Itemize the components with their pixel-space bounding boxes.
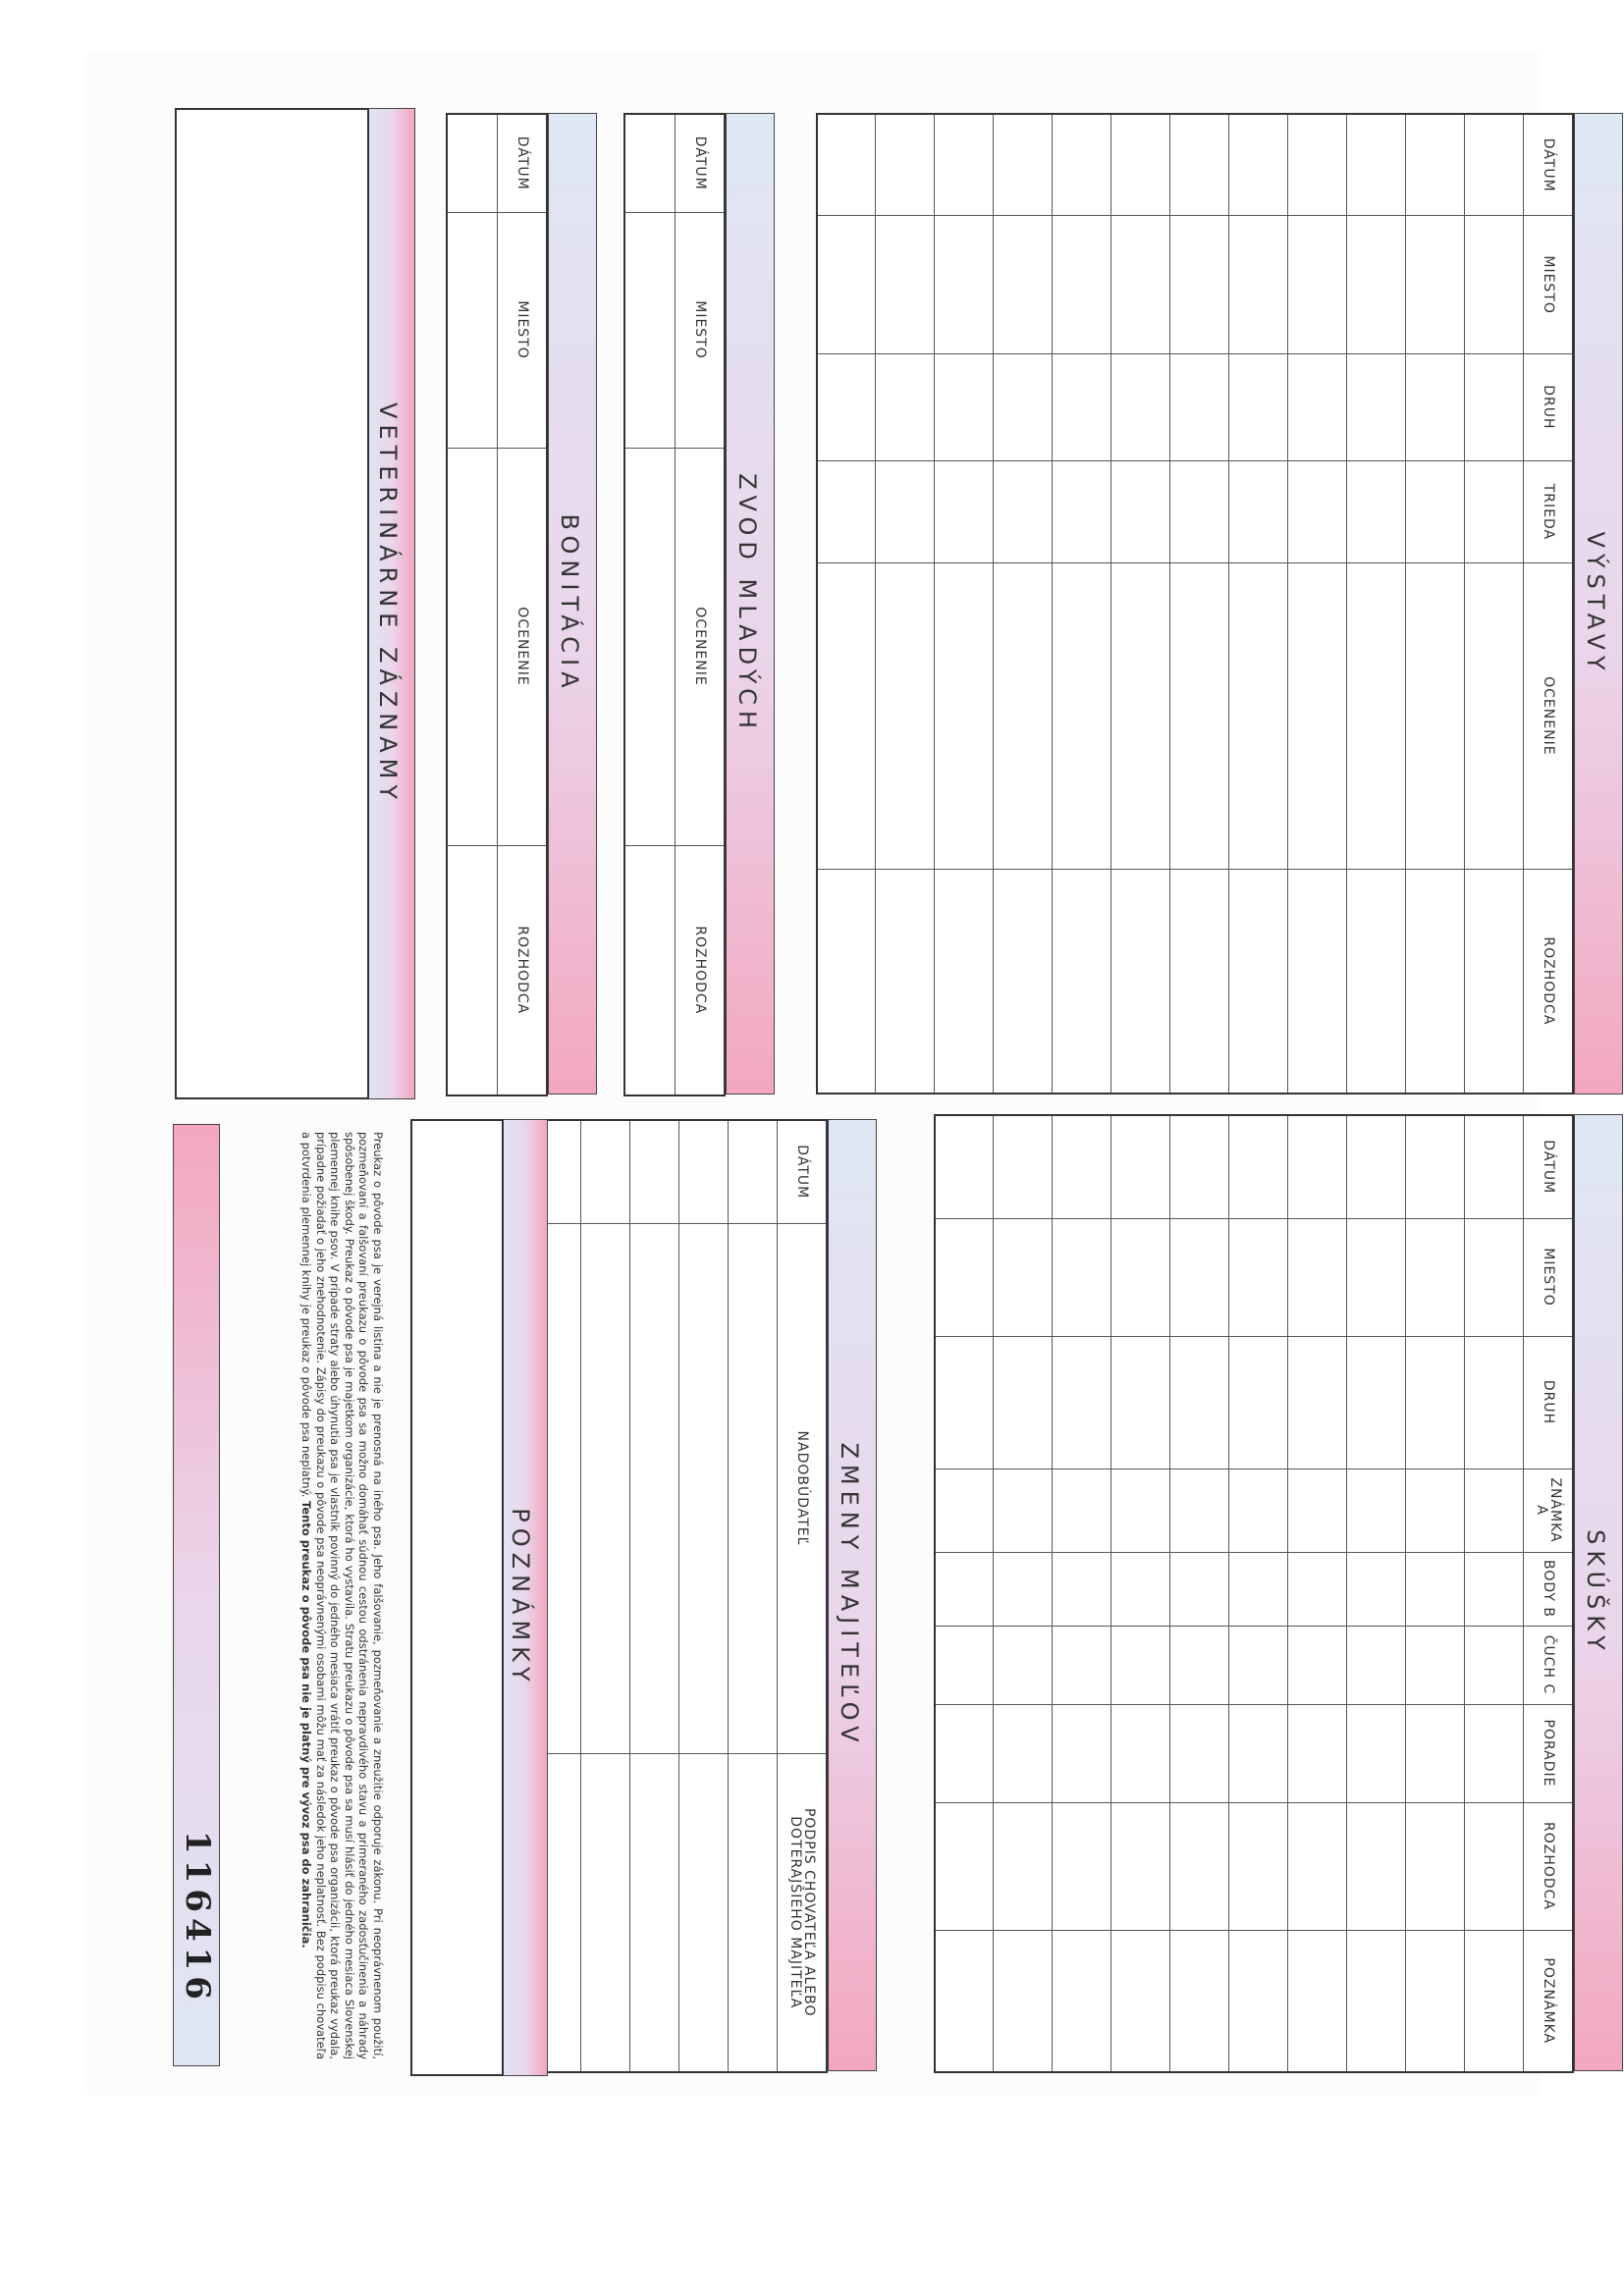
table-cell[interactable] xyxy=(1406,1552,1465,1626)
table-cell[interactable] xyxy=(817,216,876,353)
table-cell[interactable] xyxy=(1111,353,1170,460)
table-row xyxy=(1053,1115,1111,2072)
table-row xyxy=(1229,1115,1288,2072)
table-cell[interactable] xyxy=(1347,1552,1406,1626)
table-row xyxy=(1406,114,1465,1094)
table-cell[interactable] xyxy=(1465,562,1524,869)
table-cell[interactable] xyxy=(1229,1626,1288,1704)
table-cell[interactable] xyxy=(1111,1552,1170,1626)
table-cell[interactable] xyxy=(1111,1802,1170,1930)
column-header: BODY B xyxy=(1524,1552,1573,1626)
table-cell[interactable] xyxy=(935,562,994,869)
table-cell[interactable] xyxy=(630,1223,679,1753)
table-cell[interactable] xyxy=(1406,460,1465,562)
table-cell[interactable] xyxy=(935,1552,994,1626)
table-cell[interactable] xyxy=(1053,869,1111,1094)
table-cell[interactable] xyxy=(447,448,498,845)
table-header-row xyxy=(498,114,547,1095)
table-cell[interactable] xyxy=(1465,1704,1524,1802)
table-cell[interactable] xyxy=(1406,353,1465,460)
table-cell[interactable] xyxy=(817,460,876,562)
column-header: DÁTUM xyxy=(498,114,547,212)
table-cell[interactable] xyxy=(1406,1218,1465,1336)
table-row xyxy=(994,1115,1053,2072)
table-cell[interactable] xyxy=(1111,1336,1170,1468)
table-cell[interactable] xyxy=(679,1120,729,1223)
table-cell[interactable] xyxy=(1229,1218,1288,1336)
column-header: OCENENIE xyxy=(1524,562,1573,869)
skusky-title-band xyxy=(1574,1114,1623,2071)
table-row xyxy=(935,1115,994,2072)
table-cell[interactable] xyxy=(1288,1218,1347,1336)
table-cell[interactable] xyxy=(1053,1336,1111,1468)
table-cell[interactable] xyxy=(1288,1704,1347,1802)
table-cell[interactable] xyxy=(935,1626,994,1704)
table-row xyxy=(1288,114,1347,1094)
column-header: OCENENIE xyxy=(498,448,547,845)
table-cell[interactable] xyxy=(624,212,676,448)
table-cell[interactable] xyxy=(1111,1218,1170,1336)
table-cell[interactable] xyxy=(935,1468,994,1552)
table-cell[interactable] xyxy=(876,869,935,1094)
table-cell[interactable] xyxy=(1170,1115,1229,1218)
table-cell[interactable] xyxy=(1229,1552,1288,1626)
table-header-row xyxy=(676,114,725,1095)
table-cell[interactable] xyxy=(994,353,1053,460)
table-cell[interactable] xyxy=(1288,216,1347,353)
column-header: ROZHODCA xyxy=(676,845,725,1095)
column-header: MIESTO xyxy=(498,212,547,448)
vystavy-section xyxy=(808,113,1623,1095)
table-cell[interactable] xyxy=(1406,1115,1465,1218)
column-header: DRUH xyxy=(1524,1336,1573,1468)
table-cell[interactable] xyxy=(729,1753,778,2072)
table-header-row xyxy=(1524,114,1573,1094)
table-cell[interactable] xyxy=(1406,216,1465,353)
table-cell[interactable] xyxy=(935,1218,994,1336)
table-row xyxy=(1347,114,1406,1094)
table-cell[interactable] xyxy=(1053,562,1111,869)
vystavy-title-band xyxy=(1574,113,1623,1095)
table-cell[interactable] xyxy=(1229,1115,1288,1218)
table-cell[interactable] xyxy=(1288,460,1347,562)
zmeny-title: ZMENY MAJITEĽOV xyxy=(836,1442,863,1748)
zvod-table xyxy=(623,113,726,1096)
table-cell[interactable] xyxy=(624,845,676,1095)
table-cell[interactable] xyxy=(1465,1802,1524,1930)
table-cell[interactable] xyxy=(1347,1115,1406,1218)
bonitacia-title: BONITÁCIA xyxy=(556,513,583,694)
table-cell[interactable] xyxy=(1465,1552,1524,1626)
table-cell[interactable] xyxy=(630,1753,679,2072)
table-cell[interactable] xyxy=(1465,1115,1524,1218)
table-row xyxy=(1465,114,1524,1094)
table-cell[interactable] xyxy=(1347,460,1406,562)
table-cell[interactable] xyxy=(1406,1626,1465,1704)
table-cell[interactable] xyxy=(1465,216,1524,353)
table-cell[interactable] xyxy=(1229,1802,1288,1930)
table-cell[interactable] xyxy=(1111,460,1170,562)
legal-bold-text: Tento preukaz o pôvode psa nie je platný pre vývoz psa do zahraničia. xyxy=(299,1501,314,1949)
table-cell[interactable] xyxy=(1111,1626,1170,1704)
table-cell[interactable] xyxy=(1288,1468,1347,1552)
table-cell[interactable] xyxy=(1347,1336,1406,1468)
table-cell[interactable] xyxy=(1053,1802,1111,1930)
table-cell[interactable] xyxy=(876,216,935,353)
table-cell[interactable] xyxy=(1406,562,1465,869)
column-header: TRIEDA xyxy=(1524,460,1573,562)
table-cell[interactable] xyxy=(1347,1930,1406,2072)
table-cell[interactable] xyxy=(817,114,876,216)
table-cell[interactable] xyxy=(1347,1802,1406,1930)
zvod-title-band xyxy=(726,113,775,1095)
table-row xyxy=(1111,1115,1170,2072)
poznamky-panel xyxy=(410,1119,504,2076)
table-cell[interactable] xyxy=(1347,353,1406,460)
bonitacia-table xyxy=(446,113,548,1096)
table-cell[interactable] xyxy=(1111,114,1170,216)
table-cell[interactable] xyxy=(1347,1218,1406,1336)
table-cell[interactable] xyxy=(1465,1930,1524,2072)
column-header: DÁTUM xyxy=(778,1120,827,1223)
skusky-table xyxy=(934,1114,1574,2073)
veterinarne-panel xyxy=(175,108,369,1099)
table-cell[interactable] xyxy=(1229,114,1288,216)
zmeny-table xyxy=(531,1119,828,2073)
table-cell[interactable] xyxy=(1053,1704,1111,1802)
table-cell[interactable] xyxy=(1347,1626,1406,1704)
poznamky-section xyxy=(410,1119,548,2076)
table-cell[interactable] xyxy=(1111,1704,1170,1802)
table-cell[interactable] xyxy=(1053,460,1111,562)
zmeny-title-band xyxy=(828,1119,877,2071)
column-header: DÁTUM xyxy=(676,114,725,212)
legal-text: Preukaz o pôvode psa je verejná listina a nie je prenosná na iného psa. Jeho falšovanie, pozmeňovanie a zneužitie odporuje zákonu. Pri neoprávnenom použití, pozmeňovaní a falšovaní preukazu o pôvode psa sa možno domáhať súdnou cestou odstránenia nepravdivého stavu a primeraného zadosťučinenia a náhrady spôsobenej škody. Preukaz o pôvode psa je majetkom organizácie, ktorá ho vystavila. Stratu preukazu o pôvode psa sa musí hlásiť do jedného mesiaca Slovenskej plemennej knihe psov. V prípade straty alebo úhynutia psa je vlastník povinný do jedného mesiaca vrátiť preukaz o pôvode psa organizácii, ktorá preukaz vydala, prípadne požiadať o jeho znehodnotenie. Zápisy do preukazu o pôvode psa neoprávnenými osobami môžu mať za následok jeho neplatnosť. Bez podpisu chovateľa a potvrdenia plemennej knihy je preukaz o pôvode psa neplatný. Tento preukaz o pôvode psa nie je platný pre vývoz psa do zahraničia. xyxy=(299,1132,385,2059)
table-cell[interactable] xyxy=(1170,1218,1229,1336)
table-row xyxy=(876,114,935,1094)
table-cell[interactable] xyxy=(679,1753,729,2072)
document-page xyxy=(86,54,1609,2096)
table-cell[interactable] xyxy=(1229,353,1288,460)
table-cell[interactable] xyxy=(1347,1704,1406,1802)
table-cell[interactable] xyxy=(1288,1115,1347,1218)
table-cell[interactable] xyxy=(1170,460,1229,562)
table-cell[interactable] xyxy=(935,1704,994,1802)
table-cell[interactable] xyxy=(1288,353,1347,460)
table-cell[interactable] xyxy=(1288,1626,1347,1704)
column-header: NADOBÚDATEĽ xyxy=(778,1223,827,1753)
table-row xyxy=(729,1120,778,2072)
table-cell[interactable] xyxy=(1465,1626,1524,1704)
column-header: DÁTUM xyxy=(1524,114,1573,216)
table-cell[interactable] xyxy=(447,212,498,448)
column-header: PODPIS CHOVATEĽA ALEBO DOTERAJŠIEHO MAJITEĽA xyxy=(778,1753,827,2072)
vystavy-title: VÝSTAVY xyxy=(1582,531,1609,676)
table-cell[interactable] xyxy=(1406,1802,1465,1930)
table-cell[interactable] xyxy=(876,460,935,562)
poznamky-title: POZNÁMKY xyxy=(507,1508,534,1687)
column-header: ROZHODCA xyxy=(1524,869,1573,1094)
table-cell[interactable] xyxy=(1347,1468,1406,1552)
column-header: ROZHODCA xyxy=(498,845,547,1095)
table-cell[interactable] xyxy=(994,460,1053,562)
table-cell[interactable] xyxy=(876,353,935,460)
table-cell[interactable] xyxy=(817,869,876,1094)
table-cell[interactable] xyxy=(817,562,876,869)
column-header: DÁTUM xyxy=(1524,1115,1573,1218)
table-cell[interactable] xyxy=(876,114,935,216)
table-cell[interactable] xyxy=(994,1704,1053,1802)
column-header: MIESTO xyxy=(1524,216,1573,353)
table-cell[interactable] xyxy=(447,114,498,212)
table-cell[interactable] xyxy=(935,1802,994,1930)
table-cell[interactable] xyxy=(994,1552,1053,1626)
table-cell[interactable] xyxy=(1111,1930,1170,2072)
zvod-title: ZVOD MLADÝCH xyxy=(733,473,761,734)
table-row xyxy=(581,1120,630,2072)
table-cell[interactable] xyxy=(1229,1704,1288,1802)
table-cell[interactable] xyxy=(1053,1930,1111,2072)
serial-number: 116416 xyxy=(178,1831,217,2005)
table-cell[interactable] xyxy=(581,1223,630,1753)
table-cell[interactable] xyxy=(1465,114,1524,216)
table-cell[interactable] xyxy=(1170,1336,1229,1468)
table-cell[interactable] xyxy=(1111,1468,1170,1552)
table-cell[interactable] xyxy=(1229,460,1288,562)
table-cell[interactable] xyxy=(1465,869,1524,1094)
column-header: MIESTO xyxy=(1524,1218,1573,1336)
table-cell[interactable] xyxy=(994,1115,1053,1218)
column-header: MIESTO xyxy=(676,212,725,448)
table-cell[interactable] xyxy=(630,1120,679,1223)
table-cell[interactable] xyxy=(1347,869,1406,1094)
column-header: DRUH xyxy=(1524,353,1573,460)
table-row xyxy=(447,114,498,1095)
table-cell[interactable] xyxy=(1053,1468,1111,1552)
column-header: OCENENIE xyxy=(676,448,725,845)
vystavy-table xyxy=(816,113,1574,1095)
table-cell[interactable] xyxy=(1347,562,1406,869)
table-cell[interactable] xyxy=(581,1753,630,2072)
table-cell[interactable] xyxy=(994,114,1053,216)
table-cell[interactable] xyxy=(1229,1930,1288,2072)
table-cell[interactable] xyxy=(994,562,1053,869)
table-cell[interactable] xyxy=(935,216,994,353)
table-cell[interactable] xyxy=(1406,1704,1465,1802)
table-cell[interactable] xyxy=(1170,1802,1229,1930)
table-cell[interactable] xyxy=(1053,353,1111,460)
table-cell[interactable] xyxy=(1288,562,1347,869)
table-cell[interactable] xyxy=(994,1336,1053,1468)
table-cell[interactable] xyxy=(1170,1704,1229,1802)
table-cell[interactable] xyxy=(1288,114,1347,216)
table-cell[interactable] xyxy=(1170,114,1229,216)
table-cell[interactable] xyxy=(1170,869,1229,1094)
table-cell[interactable] xyxy=(1406,114,1465,216)
table-header-row xyxy=(1524,1115,1573,2072)
bonitacia-title-band xyxy=(548,113,597,1095)
table-cell[interactable] xyxy=(1465,1468,1524,1552)
table-cell[interactable] xyxy=(581,1120,630,1223)
table-cell[interactable] xyxy=(1053,1218,1111,1336)
table-cell[interactable] xyxy=(994,1218,1053,1336)
table-cell[interactable] xyxy=(1170,353,1229,460)
table-cell[interactable] xyxy=(1053,216,1111,353)
table-cell[interactable] xyxy=(1229,869,1288,1094)
table-cell[interactable] xyxy=(1170,562,1229,869)
skusky-title: SKÚŠKY xyxy=(1582,1529,1609,1656)
table-cell[interactable] xyxy=(935,1336,994,1468)
table-cell[interactable] xyxy=(1465,1218,1524,1336)
table-cell[interactable] xyxy=(1053,1115,1111,1218)
serial-section xyxy=(173,1124,220,2066)
table-cell[interactable] xyxy=(1170,1626,1229,1704)
veterinarne-title: VETERINÁRNE ZÁZNAMY xyxy=(374,402,402,805)
table-cell[interactable] xyxy=(729,1120,778,1223)
column-header: ČUCH C xyxy=(1524,1626,1573,1704)
table-row xyxy=(1288,1115,1347,2072)
zmeny-section xyxy=(577,1119,877,2071)
table-row xyxy=(1465,1115,1524,2072)
table-cell[interactable] xyxy=(1053,1626,1111,1704)
table-cell[interactable] xyxy=(935,869,994,1094)
table-row xyxy=(1229,114,1288,1094)
table-cell[interactable] xyxy=(994,1626,1053,1704)
table-cell[interactable] xyxy=(1170,1552,1229,1626)
table-cell[interactable] xyxy=(1111,216,1170,353)
table-cell[interactable] xyxy=(624,114,676,212)
table-cell[interactable] xyxy=(1053,114,1111,216)
bonitacia-section xyxy=(445,113,597,1095)
table-row xyxy=(630,1120,679,2072)
table-row xyxy=(935,114,994,1094)
table-row xyxy=(1347,1115,1406,2072)
table-cell[interactable] xyxy=(935,1930,994,2072)
table-cell[interactable] xyxy=(447,845,498,1095)
column-header: ZNÁMKA A xyxy=(1524,1468,1573,1552)
table-cell[interactable] xyxy=(1288,1336,1347,1468)
column-header: PORADIE xyxy=(1524,1704,1573,1802)
table-cell[interactable] xyxy=(935,1115,994,1218)
table-cell[interactable] xyxy=(994,1930,1053,2072)
table-cell[interactable] xyxy=(1465,1336,1524,1468)
veterinarne-section xyxy=(175,108,415,1099)
table-cell[interactable] xyxy=(935,114,994,216)
table-cell[interactable] xyxy=(1406,1468,1465,1552)
table-cell[interactable] xyxy=(1288,869,1347,1094)
table-row xyxy=(1170,1115,1229,2072)
skusky-section xyxy=(906,1114,1623,2071)
table-cell[interactable] xyxy=(1111,562,1170,869)
column-header: ROZHODCA xyxy=(1524,1802,1573,1930)
table-cell[interactable] xyxy=(1347,216,1406,353)
table-cell[interactable] xyxy=(1170,1468,1229,1552)
table-cell[interactable] xyxy=(994,869,1053,1094)
table-row xyxy=(679,1120,729,2072)
table-cell[interactable] xyxy=(994,216,1053,353)
table-cell[interactable] xyxy=(1229,562,1288,869)
table-cell[interactable] xyxy=(1288,1552,1347,1626)
table-cell[interactable] xyxy=(1288,1930,1347,2072)
legal-text-block xyxy=(234,1124,391,2066)
table-cell[interactable] xyxy=(1229,1336,1288,1468)
table-cell[interactable] xyxy=(994,1802,1053,1930)
table-cell[interactable] xyxy=(1288,1802,1347,1930)
table-cell[interactable] xyxy=(817,353,876,460)
table-row xyxy=(1111,114,1170,1094)
table-row xyxy=(624,114,676,1095)
table-cell[interactable] xyxy=(994,1468,1053,1552)
table-row xyxy=(817,114,876,1094)
table-row xyxy=(1406,1115,1465,2072)
table-cell[interactable] xyxy=(1111,869,1170,1094)
table-cell[interactable] xyxy=(1465,353,1524,460)
table-cell[interactable] xyxy=(679,1223,729,1753)
table-cell[interactable] xyxy=(1406,1930,1465,2072)
table-cell[interactable] xyxy=(935,353,994,460)
table-cell[interactable] xyxy=(1229,216,1288,353)
table-cell[interactable] xyxy=(876,562,935,869)
table-row xyxy=(1053,114,1111,1094)
table-cell[interactable] xyxy=(1170,1930,1229,2072)
table-cell[interactable] xyxy=(1053,1552,1111,1626)
table-row xyxy=(1170,114,1229,1094)
table-cell[interactable] xyxy=(935,460,994,562)
zvod-mladych-section xyxy=(623,113,775,1095)
table-row xyxy=(994,114,1053,1094)
table-cell[interactable] xyxy=(1229,1468,1288,1552)
column-header: POZNÁMKA xyxy=(1524,1930,1573,2072)
table-cell[interactable] xyxy=(1465,460,1524,562)
table-header-row xyxy=(778,1120,827,2072)
table-cell[interactable] xyxy=(1170,216,1229,353)
table-cell[interactable] xyxy=(1406,1336,1465,1468)
table-cell[interactable] xyxy=(624,448,676,845)
table-cell[interactable] xyxy=(1406,869,1465,1094)
table-cell[interactable] xyxy=(729,1223,778,1753)
table-cell[interactable] xyxy=(1111,1115,1170,1218)
table-cell[interactable] xyxy=(1347,114,1406,216)
